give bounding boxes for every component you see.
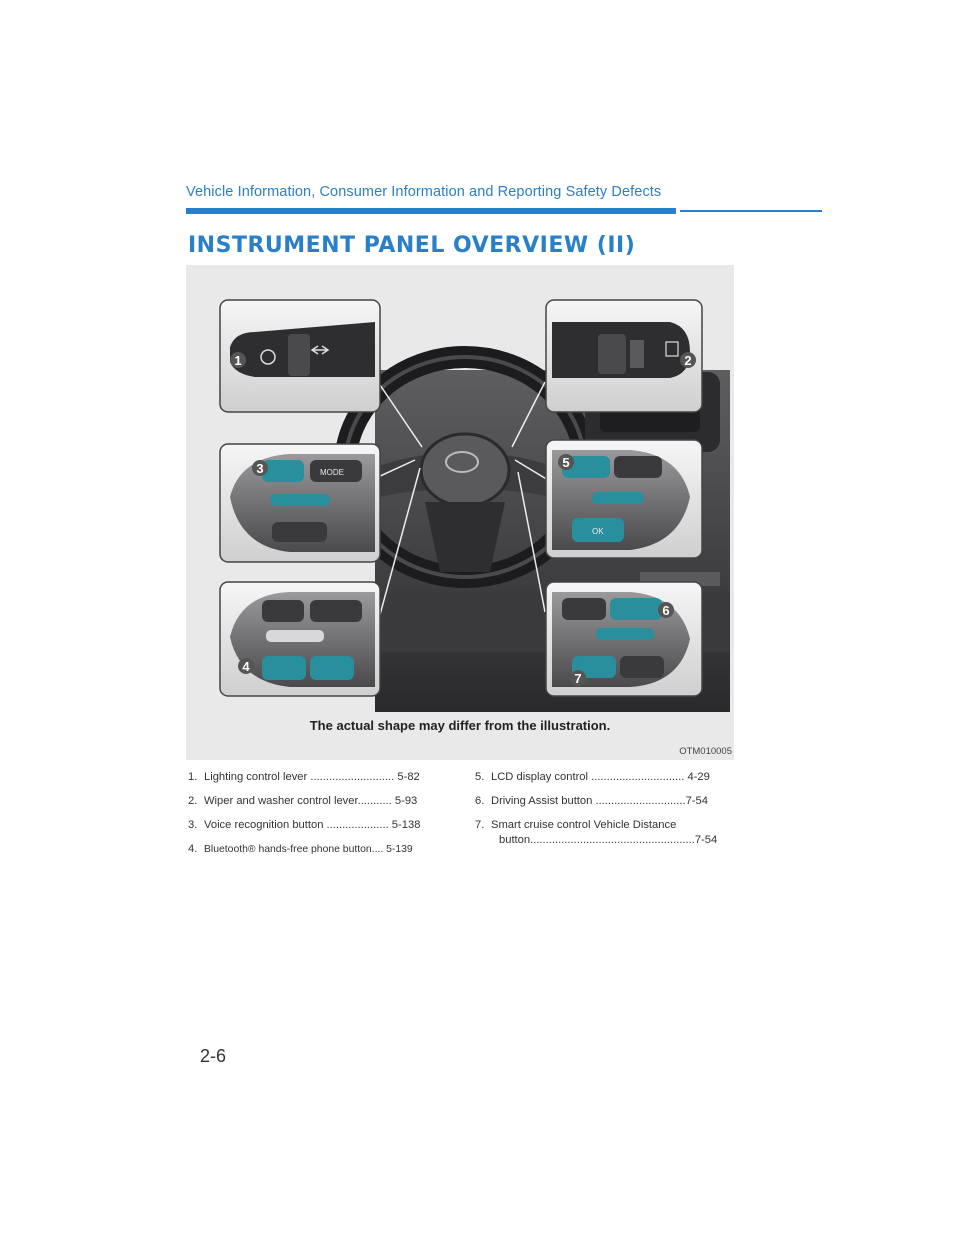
callout-2: 2 — [684, 353, 692, 368]
item-number: 7. — [475, 819, 485, 831]
item-text: Wiper and washer control lever........... 5-93 — [204, 795, 418, 807]
page-number: 2-6 — [200, 1046, 227, 1066]
callout-3: 3 — [256, 461, 264, 476]
ok-button-label: OK — [592, 527, 604, 536]
item-text: Lighting control lever ........................... 5-82 — [204, 771, 420, 783]
instrument-panel-illustration — [200, 282, 730, 712]
panel-left-spoke-phone — [220, 582, 380, 696]
callout-7: 7 — [574, 671, 582, 686]
item-text-block — [491, 818, 729, 848]
list-item — [188, 770, 448, 785]
item-number: 3. — [188, 819, 198, 831]
figure-caption: The actual shape may differ from the illustration. — [309, 718, 611, 733]
list-item — [475, 818, 729, 848]
panel-wiper-lever — [546, 300, 702, 412]
list-item — [475, 794, 729, 809]
component-list-right — [475, 770, 729, 857]
callout-4: 4 — [242, 659, 250, 674]
item-text-continued: button.....................................................7-54 — [499, 834, 718, 846]
item-number: 2. — [188, 795, 198, 807]
callout-5: 5 — [562, 455, 570, 470]
callout-6: 6 — [662, 603, 670, 618]
list-item — [188, 842, 448, 857]
list-item — [188, 818, 448, 833]
item-number: 4. — [188, 843, 198, 855]
item-text: Driving Assist button .............................7-54 — [491, 795, 708, 807]
item-text: Bluetooth® hands-free phone button.... 5-139 — [204, 844, 413, 855]
item-text: Voice recognition button .................... 5-138 — [204, 819, 421, 831]
component-list-left — [188, 770, 448, 866]
section-title: INSTRUMENT PANEL OVERVIEW (II) — [188, 233, 636, 258]
item-text: Smart cruise control Vehicle Distance — [491, 819, 677, 831]
list-item — [188, 794, 448, 809]
header-bar — [186, 208, 676, 214]
item-number: 5. — [475, 771, 485, 783]
header-line — [680, 210, 822, 212]
panel-right-spoke-assist — [546, 582, 702, 696]
off-label: OFF — [289, 379, 301, 385]
figure-code: OTM010005 — [679, 746, 732, 757]
list-item — [475, 770, 729, 785]
item-number: 6. — [475, 795, 485, 807]
callout-1: 1 — [234, 353, 242, 368]
item-text: LCD display control .............................. 4-29 — [491, 771, 710, 783]
item-number: 1. — [188, 771, 198, 783]
panel-left-spoke-voice — [220, 444, 380, 562]
chapter-header-title: Vehicle Information, Consumer Information and Reporting Safety Defects — [186, 184, 662, 200]
mode-button-label: MODE — [320, 468, 344, 477]
